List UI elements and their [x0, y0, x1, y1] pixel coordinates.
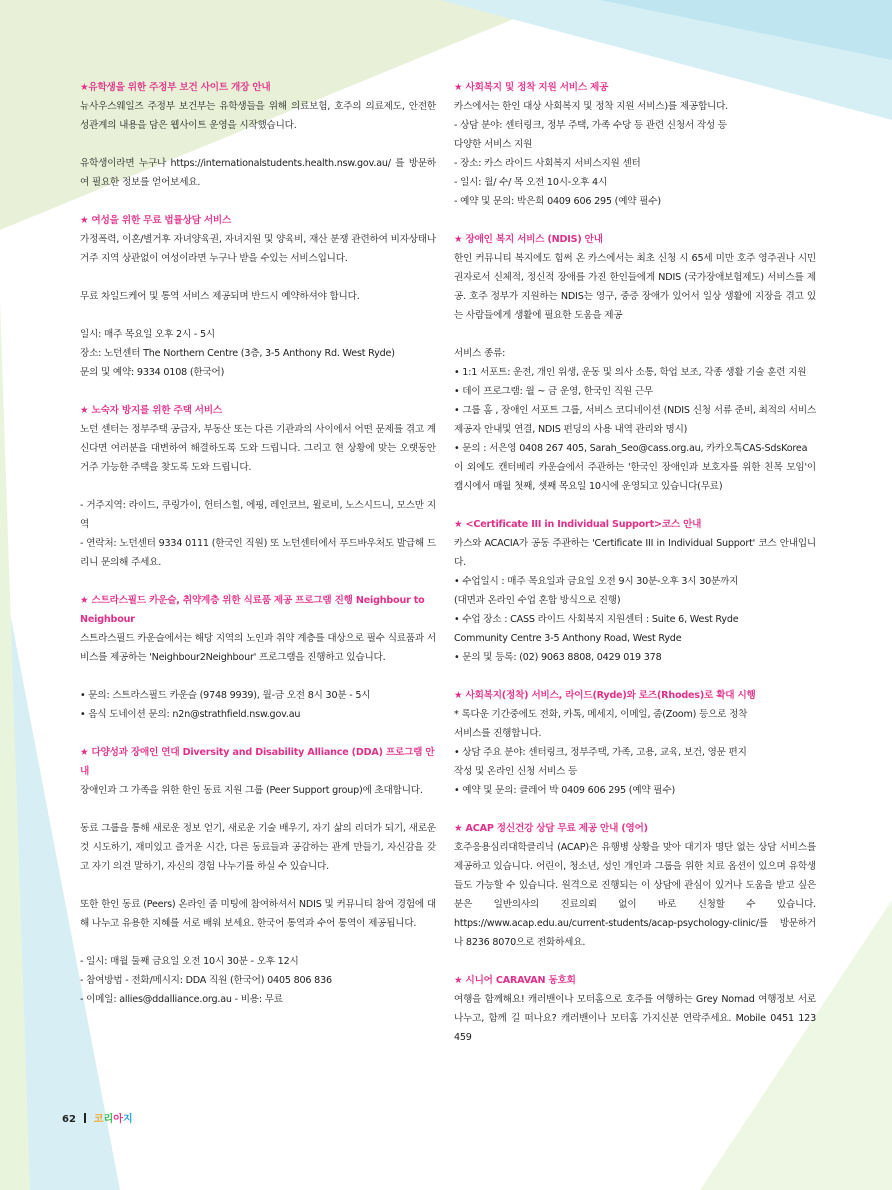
section-text: 가정폭력, 이혼/별거후 자녀양육권, 자녀지원 및 양육비, 재산 분쟁 관련하여 비자상태나 거주 지역 상관없이 여성이라면 누구나 받을 수있는 서비스입니다.: [80, 234, 436, 264]
section-text: 일시: 매주 목요일 오후 2시 - 5시: [80, 329, 215, 340]
section-heading: ★ 다양성과 장애인 연대 Diversity and Disability Alliance (DDA) 프로그램 안내: [80, 747, 435, 777]
notice-section: [454, 686, 816, 819]
section-text: 문의 및 예약: 9334 0108 (한국어): [80, 367, 225, 378]
section-text: • 상담 주요 분야: 센터링크, 정부주택, 가족, 고용, 교육, 보건, 영문 편지: [454, 747, 747, 758]
page-number: 62: [62, 1114, 76, 1125]
spacer: [454, 211, 816, 230]
section-text: 호주응용심리대학클리닉 (ACAP)은 유행병 상황을 맞아 대기자 명단 없는 상담 서비스를 제공하고 있습니다. 어린이, 청소년, 성인 개인과 그룹을 위한 치료 옵션이 있으며 유학생들도 가능할 수 있습니다. 원격으로 진행되는 이 상담에 관심이 있거나 도움을 받고 싶은 분은 일반의사의 진료의뢰 없이 바로 신청할 수 있습니다. https://www.acap.edu.au/current-students/acap-psychology-clinic/를 방문하거나 8236 8070으로 전화하세요.: [454, 842, 816, 948]
page-footer: [62, 1110, 133, 1125]
section-heading: ★ 노숙자 방지를 위한 주택 서비스: [80, 405, 222, 416]
notice-section: [80, 591, 436, 743]
section-heading: ★유학생을 위한 주정부 보건 사이트 개장 안내: [80, 82, 271, 93]
section-text: - 연락처: 노던센터 9334 0111 (한국인 직원) 또 노던센터에서 푸드바우처도 발급해 드리니 문의해 주세요.: [80, 538, 436, 568]
section-heading: ★ ACAP 정신건강 상담 무료 제공 안내 (영어): [454, 823, 648, 834]
section-text: 동료 그룹을 통해 새로운 정보 얻기, 새로운 기술 배우기, 자기 삶의 리더가 되기, 새로운 것 시도하기, 재미있고 즐거운 시간, 다른 동료들과 공감하는 관계 만들기, 자신감을 갖고 자기 의견 말하기, 자신의 경험 나누기를 하실 수 있습니다.: [80, 823, 436, 872]
section-text: - 이메일: allies@ddalliance.org.au - 비용: 무료: [80, 994, 283, 1005]
section-text: • 수업 장소 : CASS 라이드 사회복지 지원센터 : Suite 6, West Ryde: [454, 614, 739, 625]
spacer: [80, 800, 436, 819]
notice-section: [80, 211, 436, 401]
section-heading: ★ 스트라스필드 카운슬, 취약계층 위한 식료품 제공 프로그램 진행 Neighbour to Neighbour: [80, 595, 425, 625]
spacer: [80, 876, 436, 895]
section-heading: ★ <Certificate III in Individual Support>코스 안내: [454, 519, 702, 530]
section-text: - 예약 및 문의: 박은희 0409 606 295 (예약 필수): [454, 196, 661, 207]
section-text: 또한 한인 동료 (Peers) 온라인 줌 미팅에 참여하셔서 NDIS 및 커뮤니티 참여 경험에 대해 나누고 유용한 지혜를 서로 배워 보세요. 한국어 통역과 수어 통역이 제공됩니다.: [80, 899, 436, 929]
spacer: [80, 135, 436, 154]
spacer: [80, 933, 436, 952]
section-text: 스트라스필드 카운슬에서는 해당 지역의 노인과 취약 계층를 대상으로 필수 식료품과 서비스를 제공하는 'Neighbour2Neighbour' 프로그램을 진행하고 있습니다.: [80, 633, 436, 663]
section-text: • 문의 및 등록: (02) 9063 8808, 0429 019 378: [454, 652, 662, 663]
spacer: [454, 667, 816, 686]
notice-section: [454, 230, 816, 515]
section-text: 노던 센터는 정부주택 공급자, 부동산 또는 다른 기관과의 사이에서 어떤 문제를 겪고 계신다면 여러분을 대변하여 해결하도록 도와 드립니다. 그리고 현 상황에 맞는 오랫동안 거주 가능한 주택을 찾도록 도와 드립니다.: [80, 424, 436, 473]
spacer: [80, 382, 436, 401]
section-text: • 문의: 스트라스필드 카운슬 (9748 9939), 월-금 오전 8시 30분 - 5시: [80, 690, 371, 701]
section-heading: ★ 여성을 위한 무료 법률상담 서비스: [80, 215, 232, 226]
notice-section: [454, 819, 816, 971]
section-text: 작성 및 온라인 신청 서비스 등: [454, 766, 578, 777]
section-text: • 1:1 서포트: 운전, 개인 위생, 운동 및 의사 소통, 학업 보조, 각종 생활 기술 훈련 지원: [454, 367, 807, 378]
notice-section: [80, 401, 436, 591]
section-heading: ★ 사회복지 및 정착 지원 서비스 제공: [454, 82, 609, 93]
section-text: 장애인과 그 가족을 위한 한인 동료 지원 그룹 (Peer Support group)에 초대합니다.: [80, 785, 423, 796]
spacer: [80, 477, 436, 496]
notice-section: [80, 78, 436, 211]
spacer: [454, 800, 816, 819]
section-text: 카스와 ACACIA가 공동 주관하는 'Certificate III in Individual Support' 코스 안내입니다.: [454, 538, 816, 568]
section-text: * 록다운 기간중에도 전화, 카톡, 메세지, 이메일, 줌(Zoom) 등으로 정착: [454, 709, 748, 720]
spacer: [80, 667, 436, 686]
section-text: • 음식 도네이션 문의: n2n@strathfield.nsw.gov.au: [80, 709, 301, 720]
section-text: 여행을 함께해요! 캐러밴이나 모터홈으로 호주를 여행하는 Grey Nomad 여행정보 서로 나누고, 함께 길 떠나요? 캐러밴이나 모터홈 가지신분 연락주세요. Mobile 0451 123 459: [454, 994, 816, 1043]
right-column: [454, 78, 816, 1066]
section-text: (대면과 온라인 수업 혼합 방식으로 진행): [454, 595, 621, 606]
left-column: [80, 78, 436, 1028]
section-text: 카스에서는 한인 대상 사회복지 및 정착 지원 서비스)를 제공합니다.: [454, 101, 729, 112]
section-text: • 문의 : 서은영 0408 267 405, Sarah_Seo@cass.org.au, 카카오톡CAS-SdsKorea: [454, 443, 808, 454]
spacer: [80, 1009, 436, 1028]
spacer: [454, 1047, 816, 1066]
section-heading: ★ 사회복지(정착) 서비스, 라이드(Ryde)와 로즈(Rhodes)로 확대 시행: [454, 690, 756, 701]
section-text: 서비스를 진행합니다.: [454, 728, 542, 739]
section-text: 한인 커뮤니티 복지에도 힘써 온 카스에서는 최초 신청 시 65세 미만 호주 영주권나 시민권자로서 신체적, 정신적 장애를 가진 한인들에게 NDIS (국가장애보험제도) 서비스를 제공. 호주 정부가 지원하는 NDIS는 영구, 중증 장애가 있어서 일상 생활에 지장을 겪고 있는 사람들에게 생활에 필요한 도움을 제공: [454, 253, 816, 321]
spacer: [80, 268, 436, 287]
spacer: [80, 724, 436, 743]
section-text: 서비스 종류:: [454, 348, 506, 359]
notice-section: [454, 971, 816, 1066]
section-text: • 예약 및 문의: 클레어 박 0409 606 295 (예약 필수): [454, 785, 675, 796]
spacer: [80, 192, 436, 211]
section-text: • 그룹 홈 , 장애인 서포트 그룹, 서비스 코디네이션 (NDIS 신청 서류 준비, 최적의 서비스 제공자 안내및 연결, NDIS 펀딩의 사용 내역 관리와 명시): [454, 405, 816, 435]
section-text: - 상담 분야: 센터링크, 정부 주택, 가족 수당 등 관련 신청서 작성 등: [454, 120, 727, 131]
section-text: - 일시: 매월 둘째 금요일 오전 10시 30분 - 오후 12시: [80, 956, 299, 967]
section-text: Community Centre 3-5 Anthony Road, West Ryde: [454, 633, 682, 644]
section-text: 장소: 노던센터 The Northern Centre (3층, 3-5 Anthony Rd. West Ryde): [80, 348, 395, 359]
section-text: - 참여방법 - 전화/메시지: DDA 직원 (한국어) 0405 806 836: [80, 975, 332, 986]
notice-section: [454, 78, 816, 230]
spacer: [454, 496, 816, 515]
section-text: - 거주지역: 라이드, 쿠링가이, 헌터스힐, 에핑, 레인코브, 윌로비, 노스시드니, 모스만 지역: [80, 500, 436, 530]
section-text: - 장소: 카스 라이드 사회복지 서비스지원 센터: [454, 158, 641, 169]
notice-section: [454, 515, 816, 686]
section-text: 다양한 서비스 지원: [454, 139, 533, 150]
spacer: [80, 306, 436, 325]
section-text: 유학생이라면 누구나 https://internationalstudents.health.nsw.gov.au/ 를 방문하여 필요한 정보를 얻어보세요.: [80, 158, 436, 188]
section-text: 이 외에도 캔터베리 카운슬에서 주관하는 '한국인 장애인과 보호자를 위한 친목 모임'이 캠시에서 매월 첫째, 셋째 목요일 10시에 운영되고 있습니다(무료): [454, 462, 816, 492]
section-text: • 수업일시 : 매주 목요일과 금요일 오전 9시 30분-오후 3시 30분까지: [454, 576, 739, 587]
magazine-logo: 코리아지: [93, 1114, 133, 1125]
spacer: [80, 572, 436, 591]
section-text: 무료 차일드케어 및 통역 서비스 제공되며 반드시 예약하셔야 합니다.: [80, 291, 360, 302]
spacer: [454, 952, 816, 971]
section-text: 뉴사우스웨일즈 주정부 보건부는 유학생들을 위해 의료보험, 호주의 의료제도, 안전한 성관계의 내용을 담은 웹사이트 운영을 시작했습니다.: [80, 101, 436, 131]
spacer: [454, 325, 816, 344]
notice-section: [80, 743, 436, 1028]
section-text: - 일시: 월/ 수/ 목 오전 10시-오후 4시: [454, 177, 608, 188]
section-heading: ★ 장애인 복지 서비스 (NDIS) 안내: [454, 234, 603, 245]
section-text: • 데이 프로그램: 월 ~ 금 운영, 한국인 직원 근무: [454, 386, 653, 397]
section-heading: ★ 시니어 CARAVAN 동호회: [454, 975, 576, 986]
